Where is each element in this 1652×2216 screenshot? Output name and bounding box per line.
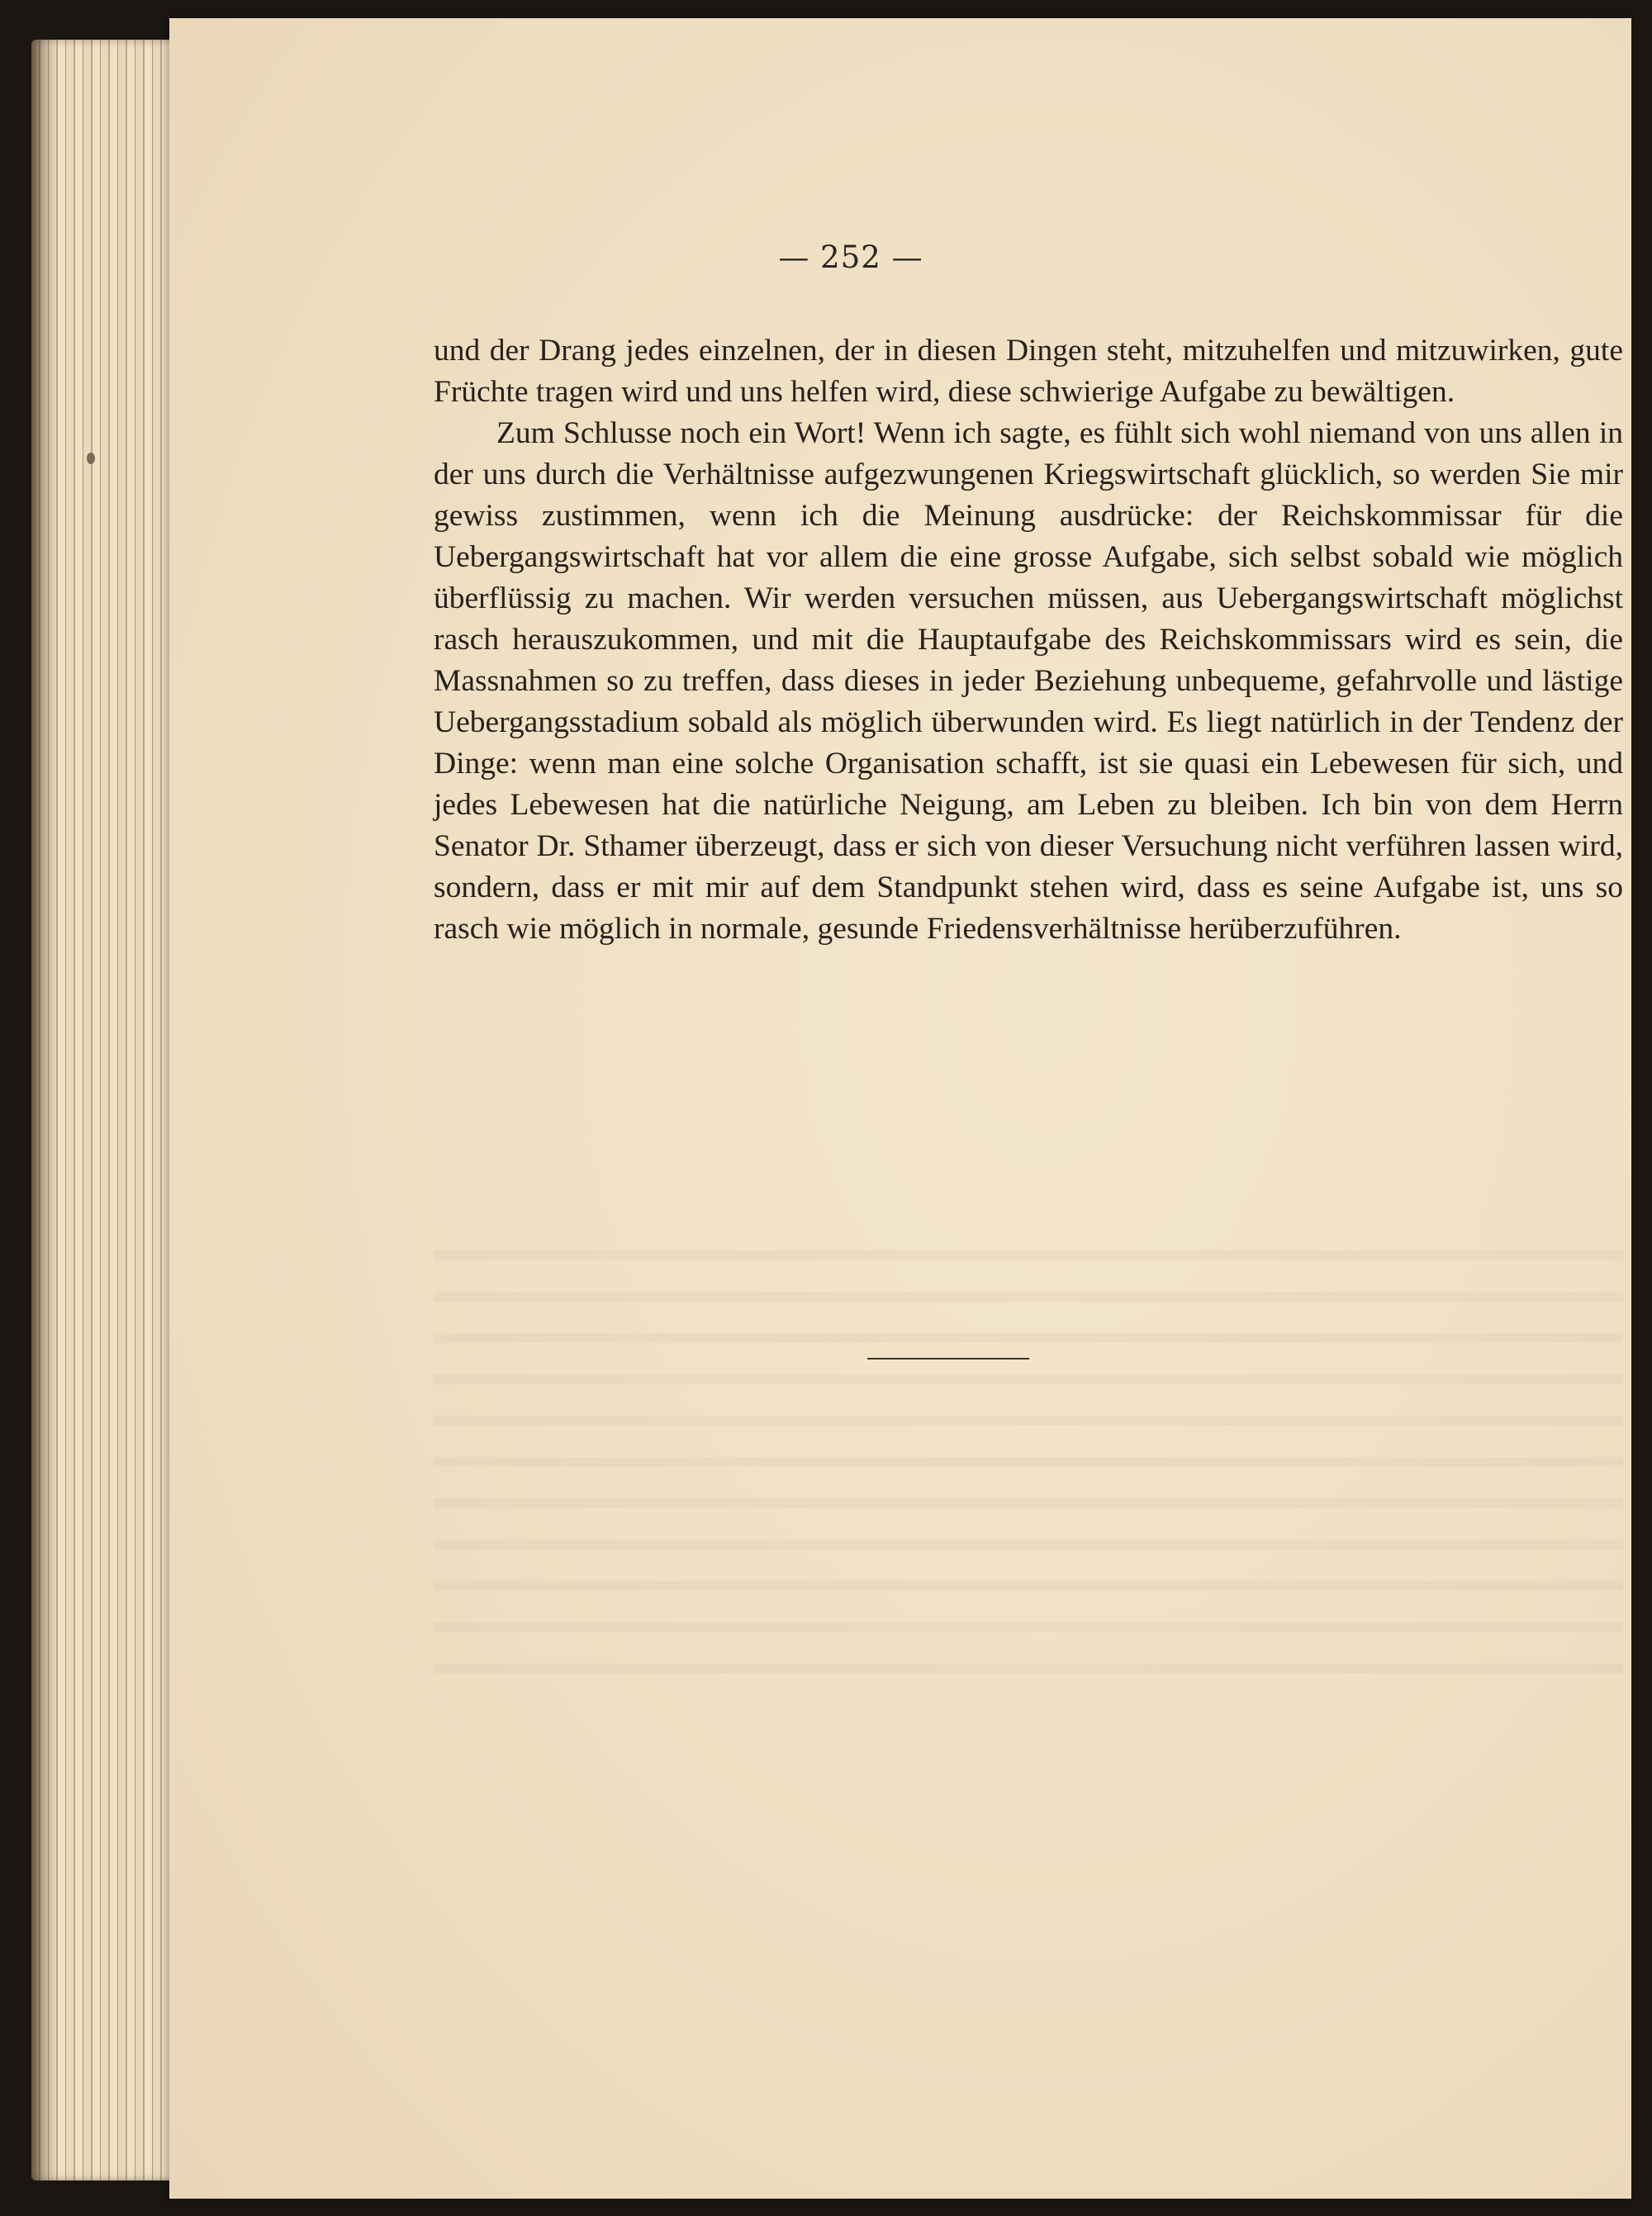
book-page [169, 18, 1631, 2199]
binding-shadow [31, 40, 56, 2180]
paragraph-continuation: und der Drang jedes einzelnen, der in diesen Dingen steht, mitzuhelfen und mitzuwirken, gute Früchte tragen wird und uns helfen wird, diese schwierige Aufgabe zu bewältigen. [434, 334, 1623, 409]
body-text [434, 330, 1623, 950]
end-rule [867, 1358, 1029, 1359]
paragraph-closing-remarks: Zum Schlusse noch ein Wort! Wenn ich sagte, es fühlt sich wohl niemand von uns allen in der uns durch die Verhältnisse aufgezwungenen Kriegswirtschaft glücklich, so werden Sie mir gewiss zustimmen, wenn ich die Meinung ausdrücke: der Reichskommissar für die Uebergangswirtschaft hat vor allem die eine grosse Aufgabe, sich selbst sobald wie möglich überflüssig zu machen. Wir werden versuchen müssen, aus Uebergangswirtschaft möglichst rasch herauszukommen, und mit die Hauptaufgabe des Reichskommissars wird es sein, die Massnahmen so zu treffen, dass dieses in jeder Beziehung unbequeme, gefahrvolle und lästige Uebergangsstadium sobald als möglich überwunden wird. Es liegt natürlich in der Tendenz der Dinge: wenn man eine solche Organisation schafft, ist sie quasi ein Lebewesen für sich, und jedes Lebewesen hat die natürliche Neigung, am Leben zu bleiben. Ich bin von dem Herrn Senator Dr. Sthamer überzeugt, dass er sich von dieser Versuchung nicht verführen lassen wird, sondern, dass er mit mir auf dem Standpunkt stehen wird, dass es seine Aufgabe ist, uns so rasch wie möglich in normale, gesunde Friedensverhältnisse herüberzuführen. [434, 416, 1623, 946]
page-number: — 252 — [778, 240, 923, 275]
paper-stain [87, 453, 95, 464]
show-through-text [434, 1232, 1623, 1703]
